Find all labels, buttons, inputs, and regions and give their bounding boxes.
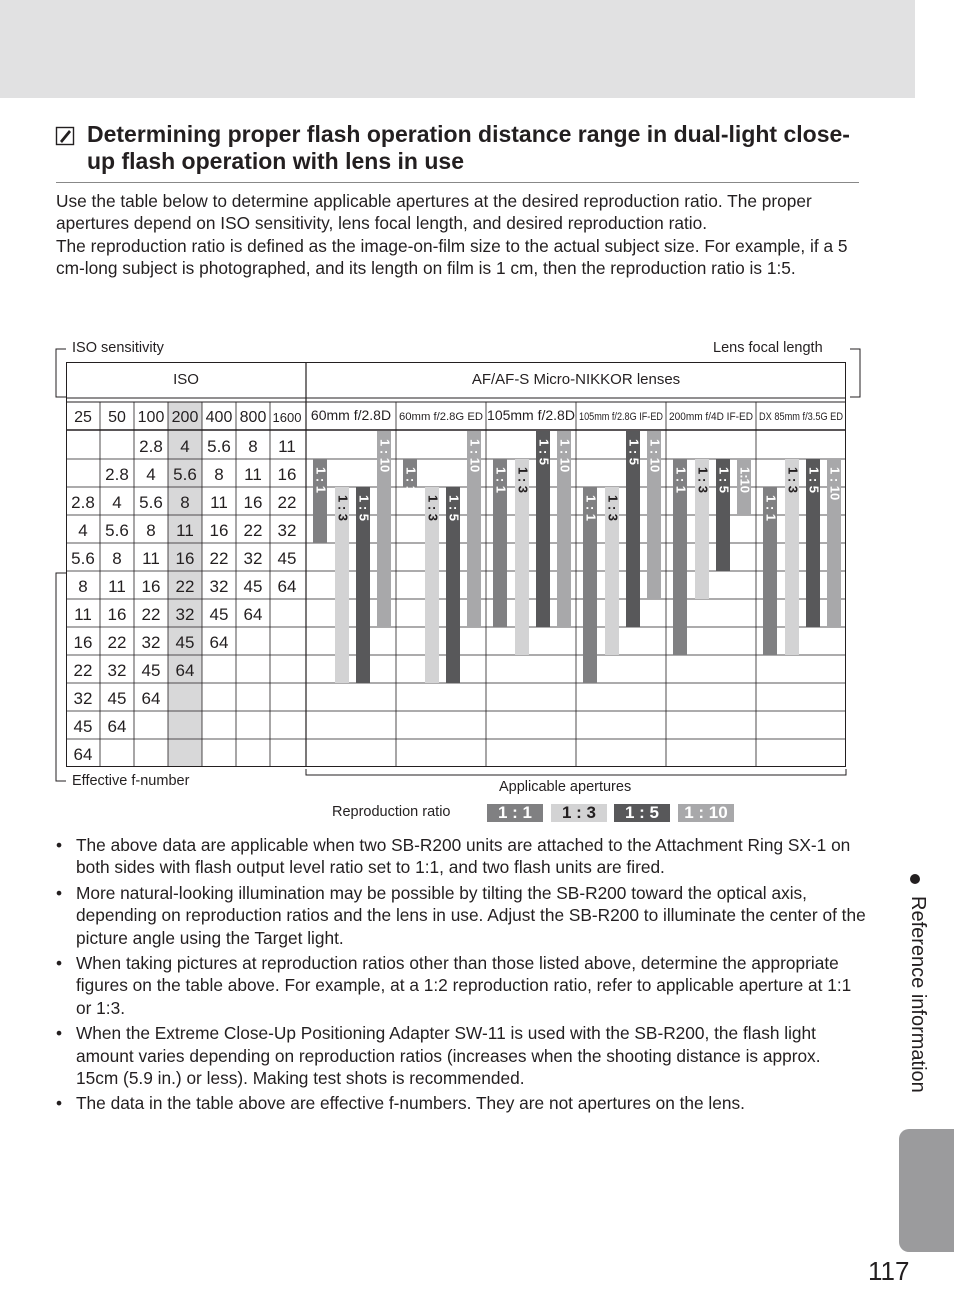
f-number-cell: 11 [244, 465, 262, 484]
bar-ratio-label: 1 : 5 [716, 467, 732, 494]
f-number-cell: 16 [73, 633, 93, 652]
iso-value: 50 [108, 409, 126, 426]
f-number-cell: 11 [108, 577, 126, 596]
f-number-cell: 11 [176, 521, 194, 540]
f-number-cell: 22 [209, 549, 229, 568]
bar-ratio-label: 1 : 1 [673, 467, 689, 494]
intro-paragraph: The reproduction ratio is defined as the image-on-film size to the actual subject size. For example, if a 5 cm-long subject is photographed, and its length on film is 1 cm, then the reproduction ratio is 1:5. [56, 235, 848, 279]
bar-ratio-label: 1 : 1 [493, 467, 509, 494]
note-item: • The data in the table above are effective f-numbers. They are not apertures on the lens. [56, 1092, 866, 1114]
f-number-cell: 64 [277, 577, 297, 596]
bar-ratio-label: 1 : 10 [557, 439, 573, 473]
bar-ratio-label: 1:10 [737, 467, 753, 494]
bar-ratio-label: 1 : 5 [626, 439, 642, 466]
f-number-cell: 45 [73, 717, 93, 736]
iso-sensitivity-label: ISO sensitivity [72, 340, 164, 356]
lens-name: DX 85mm f/3.5G ED [759, 411, 844, 423]
f-number-cell: 5.6 [139, 493, 163, 512]
f-number-cell: 8 [146, 521, 156, 540]
f-number-cell: 4 [180, 437, 190, 456]
f-number-cell: 64 [243, 605, 263, 624]
iso-value: 1600 [272, 410, 302, 425]
bar-ratio-label: 1 : 1 [403, 467, 419, 494]
f-number-cell: 11 [278, 437, 296, 456]
f-number-cell: 16 [209, 521, 229, 540]
lens-name: 105mm f/2.8D [487, 407, 575, 423]
f-number-cell: 2.8 [139, 437, 163, 456]
bar-ratio-label: 1 : 1 [313, 467, 329, 494]
iso-value: 400 [205, 409, 233, 426]
f-number-cell: 16 [175, 549, 195, 568]
lens-name: 60mm f/2.8D [310, 407, 392, 423]
section-side-label [907, 896, 931, 1156]
f-number-cell: 32 [107, 661, 127, 680]
applicable-apertures-label: Applicable apertures [499, 779, 632, 795]
f-number-cell: 4 [112, 493, 122, 512]
bullet-dot-icon [908, 872, 922, 886]
f-number-cell: 8 [78, 577, 88, 596]
lens-name: 105mm f/2.8G IF-ED [579, 411, 664, 423]
f-number-cell: 32 [141, 633, 161, 652]
bar-ratio-label: 1 : 1 [583, 495, 599, 522]
section-title: Determining proper flash operation distance range in dual-light close-up flash operation with lens in use [87, 121, 850, 174]
bar-ratio-label: 1 : 5 [446, 495, 462, 522]
f-number-cell: 45 [107, 689, 127, 708]
f-number-cell: 16 [141, 577, 161, 596]
f-number-cell: 5.6 [71, 549, 95, 568]
f-number-cell: 45 [141, 661, 161, 680]
bar-ratio-label: 1 : 3 [605, 495, 621, 522]
f-number-cell: 8 [214, 465, 224, 484]
f-number-cell: 22 [277, 493, 297, 512]
f-number-cell: 11 [142, 549, 160, 568]
legend-swatch: 1 : 1 [487, 804, 543, 822]
f-number-cell: 64 [141, 689, 161, 708]
lens-focal-length-label: Lens focal length [713, 340, 823, 356]
f-number-cell: 22 [243, 521, 263, 540]
f-number-cell: 8 [248, 437, 258, 456]
side-label-text: Reference information [907, 896, 929, 1093]
bar-ratio-label: 1 : 3 [695, 467, 711, 494]
f-number-cell: 32 [243, 549, 263, 568]
f-number-cell: 32 [209, 577, 229, 596]
bar-ratio-label: 1 : 3 [335, 495, 351, 522]
f-number-cell: 45 [209, 605, 229, 624]
f-number-cell: 45 [277, 549, 297, 568]
bar-ratio-label: 1 : 3 [515, 467, 531, 494]
lens-header: AF/AF-S Micro-NIKKOR lenses [471, 371, 681, 388]
bar-ratio-label: 1 : 3 [425, 495, 441, 522]
f-number-cell: 64 [73, 745, 93, 764]
f-number-cell: 32 [277, 521, 297, 540]
note-item: • When taking pictures at reproduction ratios other than those listed above, determine the appropriate figures on the table above. For example, at a 1:2 reproduction ratio, refer to applicable aperture at 1:1 or 1:3. [56, 952, 866, 1019]
note-item: • More natural-looking illumination may be possible by tilting the SB-R200 toward the optical axis, depending on reproduction ratios and the lens in use. Adjust the SB-R200 to illuminate the center of the picture angle using the Target light. [56, 882, 866, 949]
f-number-cell: 64 [107, 717, 127, 736]
f-number-cell: 22 [73, 661, 93, 680]
bar-ratio-label: 1 : 1 [763, 495, 779, 522]
note-item: • When the Extreme Close-Up Positioning Adapter SW-11 is used with the SB-R200, the flash light amount varies depending on reproduction ratios (increases when the shooting distance is approx. 15cm (5.9 in.) or less). Making test shots is recommended. [56, 1022, 866, 1089]
f-number-cell: 32 [73, 689, 93, 708]
f-number-cell: 11 [210, 493, 228, 512]
note-item: • The above data are applicable when two SB-R200 units are attached to the Attachment Ring SX-1 on both sides with flash output level ratio set to 1:1, and two flash units are fired. [56, 834, 866, 879]
f-number-cell: 8 [112, 549, 122, 568]
reproduction-ratio-label: Reproduction ratio [332, 804, 451, 820]
bar-ratio-label: 1 : 10 [647, 439, 663, 473]
bar-ratio-label: 1 : 10 [377, 439, 393, 473]
section-tab [899, 1129, 954, 1252]
legend-swatch: 1 : 10 [678, 804, 734, 822]
effective-f-number-label: Effective f-number [72, 773, 190, 789]
f-number-cell: 2.8 [105, 465, 129, 484]
legend-swatch: 1 : 3 [551, 804, 607, 822]
f-number-cell: 45 [175, 633, 195, 652]
iso-header: ISO [173, 371, 199, 388]
intro-paragraph: Use the table below to determine applicable apertures at the desired reproduction ratio. The proper apertures depend on ISO sensitivity, lens focal length, and desired reproduction ratio. [56, 191, 812, 234]
lens-name: 200mm f/4D IF-ED [669, 411, 754, 423]
f-number-cell: 16 [107, 605, 127, 624]
bar-ratio-label: 1 : 3 [785, 467, 801, 494]
f-number-cell: 16 [243, 493, 263, 512]
aperture-table [66, 362, 846, 767]
f-number-cell: 22 [175, 577, 195, 596]
notes-list [56, 834, 866, 1118]
f-number-cell: 45 [243, 577, 263, 596]
page-number: 117 [868, 1256, 910, 1286]
bar-ratio-label: 1 : 10 [827, 467, 843, 501]
f-number-cell: 64 [175, 661, 195, 680]
iso-value: 800 [239, 409, 267, 426]
f-number-cell: 32 [175, 605, 195, 624]
f-number-cell: 64 [209, 633, 229, 652]
iso-value: 100 [137, 409, 165, 426]
f-number-cell: 5.6 [207, 437, 231, 456]
f-number-cell: 4 [78, 521, 88, 540]
bar-ratio-label: 1 : 5 [356, 495, 372, 522]
f-number-cell: 5.6 [173, 465, 197, 484]
iso-value: 200 [171, 409, 199, 426]
legend-swatch: 1 : 5 [614, 804, 670, 822]
f-number-cell: 5.6 [105, 521, 129, 540]
bar-ratio-label: 1 : 5 [806, 467, 822, 494]
iso-value: 25 [74, 409, 92, 426]
f-number-cell: 4 [146, 465, 156, 484]
f-number-cell: 11 [74, 605, 92, 624]
lens-name: 60mm f/2.8G ED [399, 411, 484, 423]
bar-ratio-label: 1 : 10 [467, 439, 483, 473]
f-number-cell: 8 [180, 493, 190, 512]
f-number-cell: 22 [107, 633, 127, 652]
bar-ratio-label: 1 : 5 [536, 439, 552, 466]
f-number-cell: 22 [141, 605, 161, 624]
f-number-cell: 2.8 [71, 493, 95, 512]
f-number-cell: 16 [277, 465, 297, 484]
